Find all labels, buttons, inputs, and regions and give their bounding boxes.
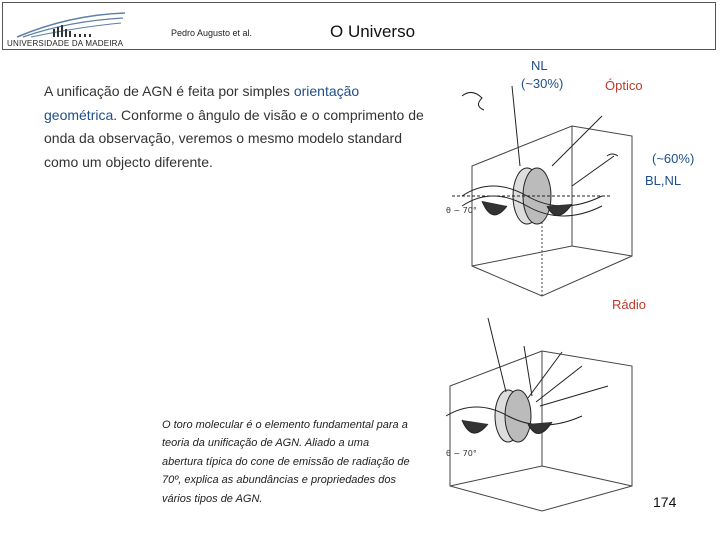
slide-header — [2, 2, 716, 50]
bottom-torus — [446, 390, 582, 442]
label-sy1-pct: (~60%) — [652, 151, 695, 166]
paragraph-text-2: . Conforme o ângulo de visão e o comprimento de onda da observação, veremos o mesmo modelo standard como um objecto diferente. — [44, 106, 424, 170]
angle-label-bottom: θ ~ 70° — [446, 449, 477, 458]
label-nl: NL — [531, 58, 548, 73]
figure-caption: O toro molecular é o elemento fundamental para a teoria da unificação de AGN. Aliado a uma abertura típica do cone de emissão de radiação de 70º, explica as abundâncias e propriedades dos vários tipos de AGN. — [162, 419, 410, 505]
page-number: 174 — [653, 494, 677, 510]
agn-torus-sketch — [432, 56, 644, 518]
paragraph-text-1: A unificação de AGN é feita por simples — [44, 83, 294, 99]
main-paragraph — [44, 80, 424, 174]
paragraph-highlight: orientação geométrica — [44, 83, 360, 123]
author-name: Pedro Augusto et al. — [171, 28, 253, 38]
label-optico: Óptico — [605, 78, 643, 93]
slide-title: O Universo — [330, 22, 416, 41]
angle-label-top: θ ~ 70° — [446, 206, 477, 215]
university-name: UNIVERSIDADE DA MADEIRA — [7, 39, 124, 48]
label-nl-pct: (~30%) — [521, 76, 564, 91]
label-sy1-type: BL,NL — [645, 173, 682, 188]
label-radio: Rádio — [612, 297, 646, 312]
top-torus — [452, 168, 612, 224]
